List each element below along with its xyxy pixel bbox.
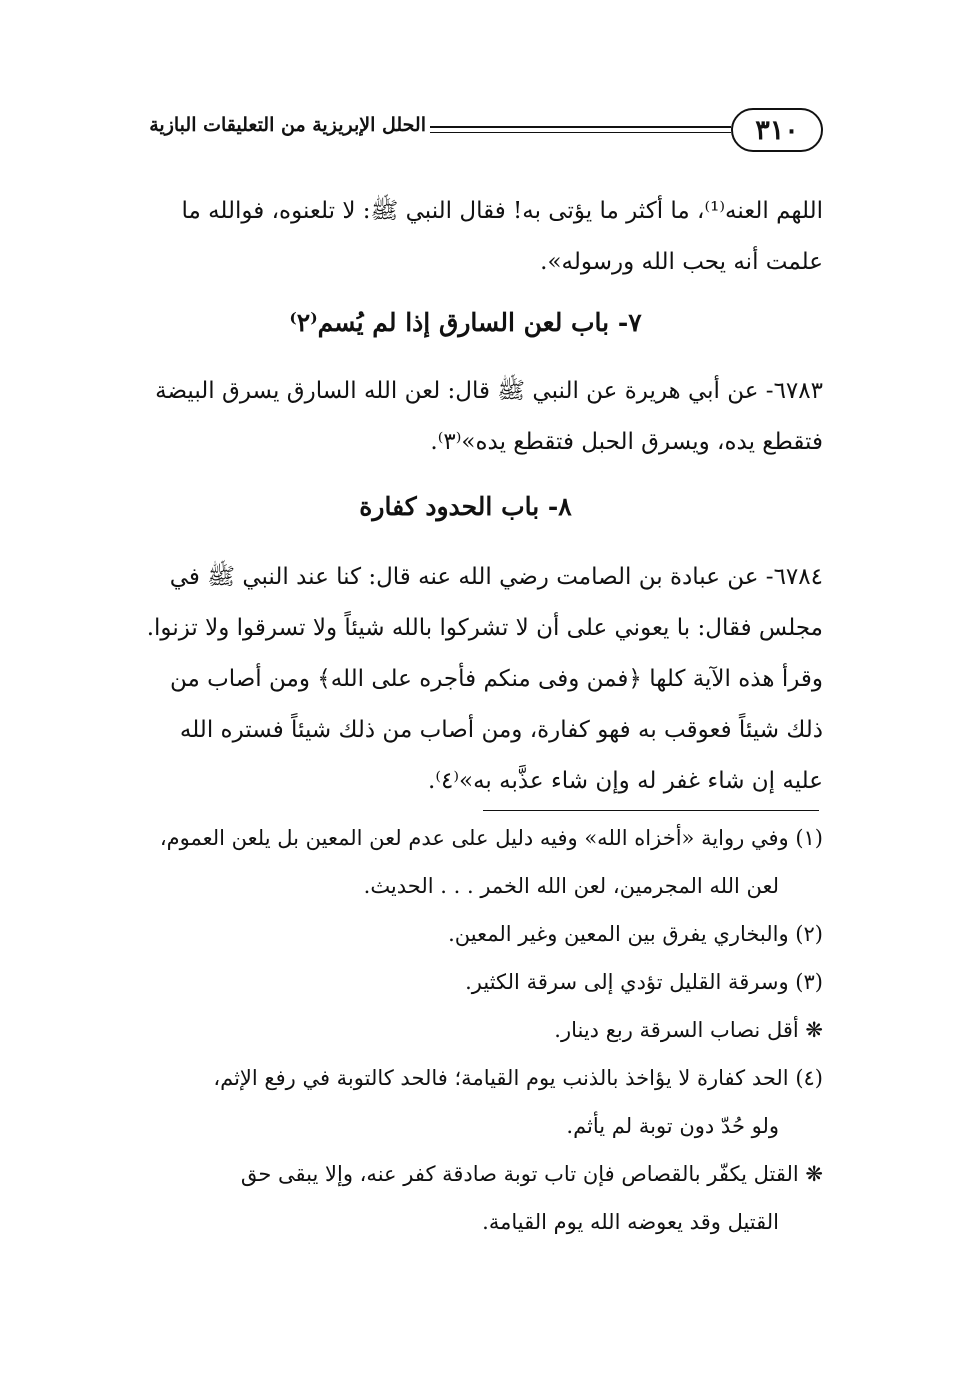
footnote-line: لعن الله المجرمين، لعن الله الخمر . . . الحديث.	[363, 874, 779, 898]
page-header	[108, 108, 823, 158]
running-title: الحلل الإبريزية من التعليقات البازية	[149, 114, 426, 136]
header-rule	[430, 126, 731, 128]
footnote-line: ❋ القتل يكفّر بالقصاص فإن تاب توبة صادقة كفر عنه، وإلا يبقى حق	[240, 1162, 823, 1186]
text-line: مجلس فقال: با يعوني على أن لا تشركوا بالله شيئاً ولا تسرقوا ولا تزنوا.	[146, 615, 823, 641]
footnote-line: (٤) الحد كفارة لا يؤاخذ بالذنب يوم القيامة؛ فالحد كالتوبة في رفع الإثم،	[213, 1066, 823, 1090]
text-line: علمت أنه يحب الله ورسوله».	[540, 249, 823, 275]
footnote-separator	[483, 810, 819, 811]
footnote-line: ❋ أقل نصاب السرقة ربع دينار.	[554, 1018, 823, 1042]
text-line: وقرأ هذه الآية كلها ﴿فمن وفى منكم فأجره على الله﴾ ومن أصاب من	[169, 666, 823, 692]
intro-paragraph	[108, 186, 823, 288]
footnote-line: ولو حُدّ دون توبة لم يأثم.	[566, 1114, 779, 1138]
footnote-line: القتيل وقد يعوضه الله يوم القيامة.	[482, 1210, 779, 1234]
text-line: ذلك شيئاً فعوقب به فهو كفارة، ومن أصاب من ذلك شيئاً فستره الله	[179, 717, 823, 743]
text-line: ٦٧٨٤- عن عبادة بن الصامت رضي الله عنه قال: كنا عند النبي ﷺ في	[169, 564, 823, 590]
footnote-line: (٣) وسرقة القليل تؤدي إلى سرقة الكثير.	[465, 970, 823, 994]
hadith-6783	[108, 366, 823, 468]
footnotes	[108, 814, 823, 1246]
text-line: اللهم العنه⁽¹⁾، ما أكثر ما يؤتى به! فقال النبي ﷺ: لا تلعنوه، فوالله ما	[181, 198, 823, 224]
hadith-6784	[108, 552, 823, 807]
header-rule	[430, 132, 731, 133]
footnote-line: (١) وفي رواية «أخزاه الله» وفيه دليل على عدم لعن المعين بل يلعن العموم،	[159, 826, 823, 850]
text-line: ٦٧٨٣- عن أبي هريرة عن النبي ﷺ قال: لعن الله السارق يسرق البيضة	[155, 378, 823, 404]
chapter-heading-8: ٨- باب الحدود كفارة	[359, 492, 572, 521]
text-line: عليه إن شاء غفر له وإن شاء عذَّبه به»⁽٤⁾.	[428, 768, 823, 794]
footnote-line: (٢) والبخاري يفرق بين المعين وغير المعين.	[448, 922, 823, 946]
text-line: فتقطع يده، ويسرق الحبل فتقطع يده»⁽٣⁾.	[430, 429, 823, 455]
chapter-heading-7: ٧- باب لعن السارق إذا لم يُسم⁽٢⁾	[289, 308, 642, 337]
page-number: ٣١٠	[731, 108, 823, 152]
